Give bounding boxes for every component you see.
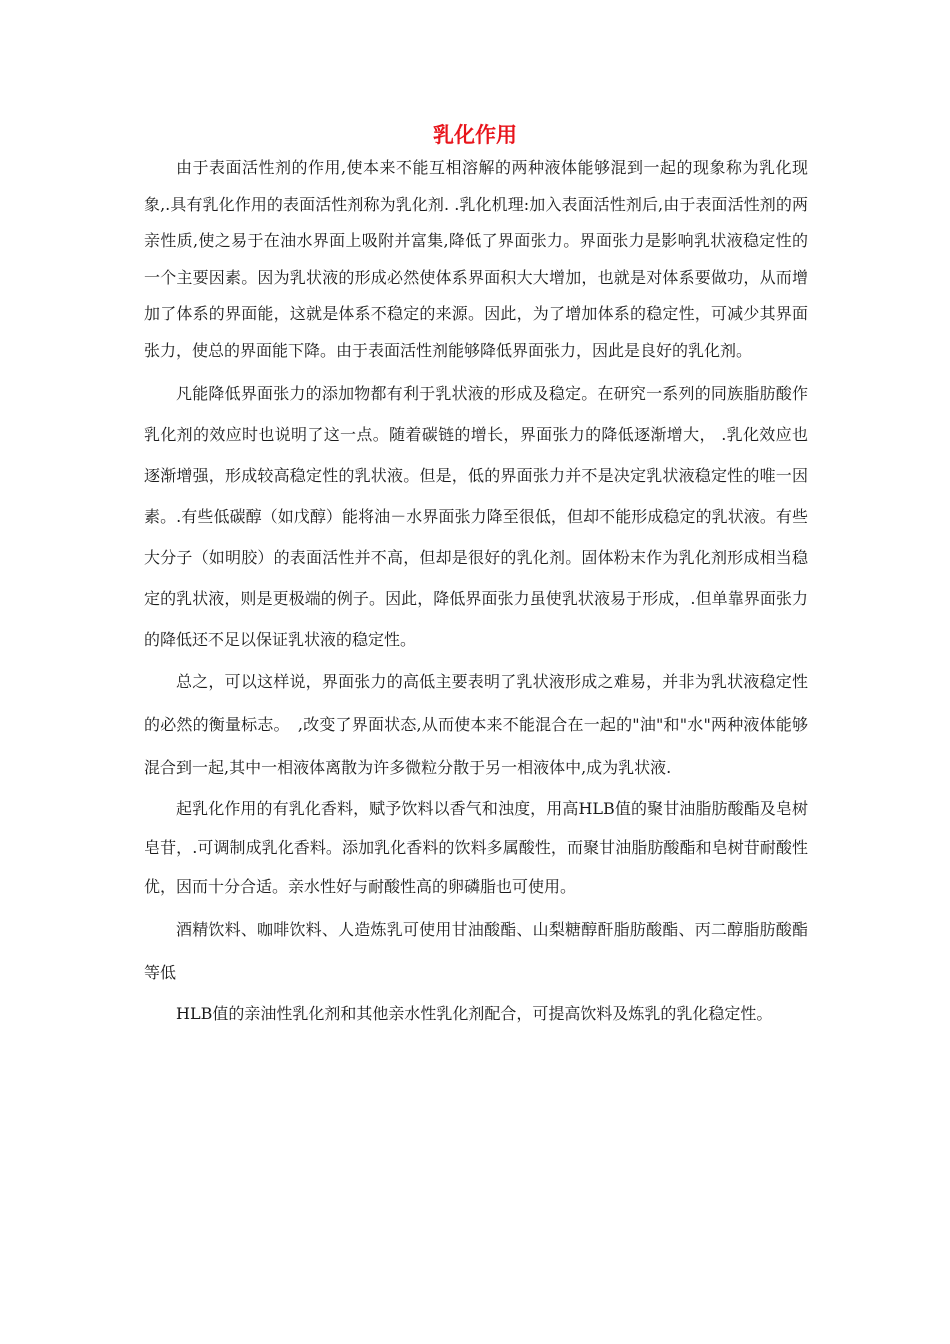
paragraph-emulsification-definition: 由于表面活性剂的作用,使本来不能互相溶解的两种液体能够混到一起的现象称为乳化现象,.具有乳化作用的表面活性剂称为乳化剂. .乳化机理:加入表面活性剂后,由于表面活性剂的两亲性质,使之易于在油水界面上吸附并富集,降低了界面张力。界面张力是影响乳状液稳定性的一个主要因素。因为乳状液的形成必然使体系界面积大大增加，也就是对体系要做功，从而增加了体系的界面能，这就是体系不稳定的来源。因此，为了增加体系的稳定性，可减少其界面张力，使总的界面能下降。由于表面活性剂能够降低界面张力，因此是良好的乳化剂。 xyxy=(144,158,808,360)
document-body xyxy=(144,150,808,1034)
paragraph-interfacial-tension: 凡能降低界面张力的添加物都有利于乳状液的形成及稳定。在研究一系列的同族脂肪酸作乳化剂的效应时也说明了这一点。随着碳链的增长，界面张力的降低逐渐增大， .乳化效应也逐渐增强，形成较高稳定性的乳状液。但是，低的界面张力并不是决定乳状液稳定性的唯一因素。.有些低碳醇（如戊醇）能将油－水界面张力降至很低，但却不能形成稳定的乳状液。有些大分子（如明胶）的表面活性并不高，但却是很好的乳化剂。固体粉末作为乳化剂形成相当稳定的乳状液，则是更极端的例子。因此，降低界面张力虽使乳状液易于形成，.但单靠界面张力的降低还不足以保证乳状液的稳定性。 xyxy=(144,384,808,649)
paragraph-summary: 总之，可以这样说，界面张力的高低主要表明了乳状液形成之难易，并非为乳状液稳定性的必然的衡量标志。 ,改变了界面状态,从而使本来不能混合在一起的"油"和"水"两种液体能够混合到一起,其中一相液体离散为许多微粒分散于另一相液体中,成为乳状液. xyxy=(144,672,808,777)
paragraph-emulsified-flavor: 起乳化作用的有乳化香料，赋予饮料以香气和浊度，用高HLB值的聚甘油脂肪酸酯及皂树皂苷，.可调制成乳化香料。添加乳化香料的饮料多属酸性，而聚甘油脂肪酸酯和皂树苷耐酸性优，因而十分合适。亲水性好与耐酸性高的卵磷脂也可使用。 xyxy=(144,799,808,896)
paragraph-hlb: HLB值的亲油性乳化剂和其他亲水性乳化剂配合，可提高饮料及炼乳的乳化稳定性。 xyxy=(176,1004,773,1023)
document-title: 乳化作用 xyxy=(433,122,517,147)
paragraph-beverages: 酒精饮料、咖啡饮料、人造炼乳可使用甘油酸酯、山梨糖醇酐脂肪酸酯、丙二醇脂肪酸酯等低 xyxy=(144,920,808,982)
